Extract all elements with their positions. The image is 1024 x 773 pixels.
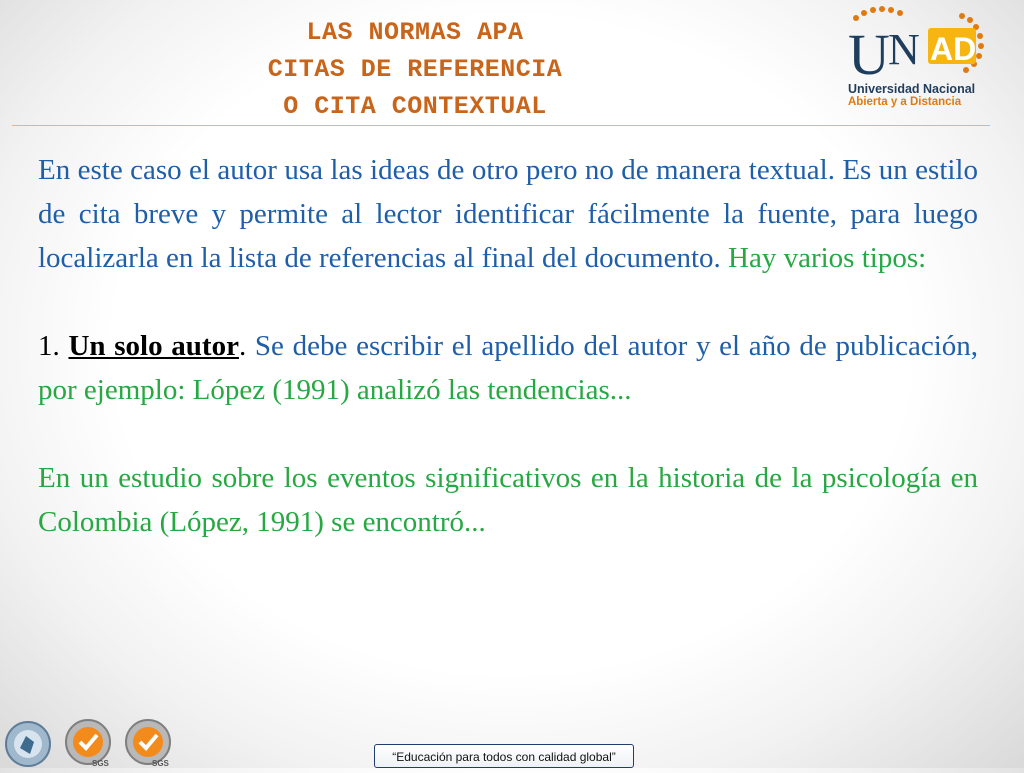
- term-period: .: [238, 330, 247, 362]
- title-line-2: CITAS DE REFERENCIA: [267, 55, 563, 84]
- slide-body: [38, 148, 978, 544]
- unad-logo: [846, 6, 994, 114]
- paragraph-single-author: [38, 324, 978, 412]
- single-author-rule: Se debe escribir el apellido del autor y el año de publicación,: [246, 330, 978, 362]
- footer-badges: [4, 716, 174, 768]
- logo-subtitle: Abierta y a Distancia: [848, 96, 962, 108]
- svg-text:U: U: [848, 22, 890, 86]
- paragraph-example: En un estudio sobre los eventos significativos en la historia de la psicología en Colombia (López, 1991) se encontró...: [38, 462, 978, 538]
- slide-title: [200, 14, 630, 125]
- intro-text: En este caso el autor usa las ideas de otro pero no de manera textual. Es un estilo de cita breve y permite al lector identificar fácilmente la fuente, para luego localizarla en la lista de referencias al final del documento.: [38, 154, 978, 274]
- unad-logo-icon: [846, 6, 994, 86]
- svg-text:AD: AD: [930, 31, 977, 67]
- single-author-example: por ejemplo: López (1991) analizó las tendencias...: [38, 374, 632, 406]
- title-line-3: O CITA CONTEXTUAL: [283, 92, 547, 121]
- svg-text:N: N: [888, 25, 920, 74]
- paragraph-intro: [38, 148, 978, 280]
- single-author-term: Un solo autor: [68, 330, 239, 362]
- certification-badges-icon: [4, 716, 174, 768]
- header-divider: [12, 125, 990, 126]
- svg-text:SGS: SGS: [152, 759, 169, 768]
- logo-university-name: Universidad Nacional: [848, 82, 976, 96]
- intro-types-text: Hay varios tipos:: [720, 242, 927, 274]
- title-line-1: LAS NORMAS APA: [306, 18, 524, 47]
- svg-text:SGS: SGS: [92, 759, 109, 768]
- item-number: 1.: [38, 330, 69, 362]
- footer-slogan: “Educación para todos con calidad global”: [374, 744, 634, 768]
